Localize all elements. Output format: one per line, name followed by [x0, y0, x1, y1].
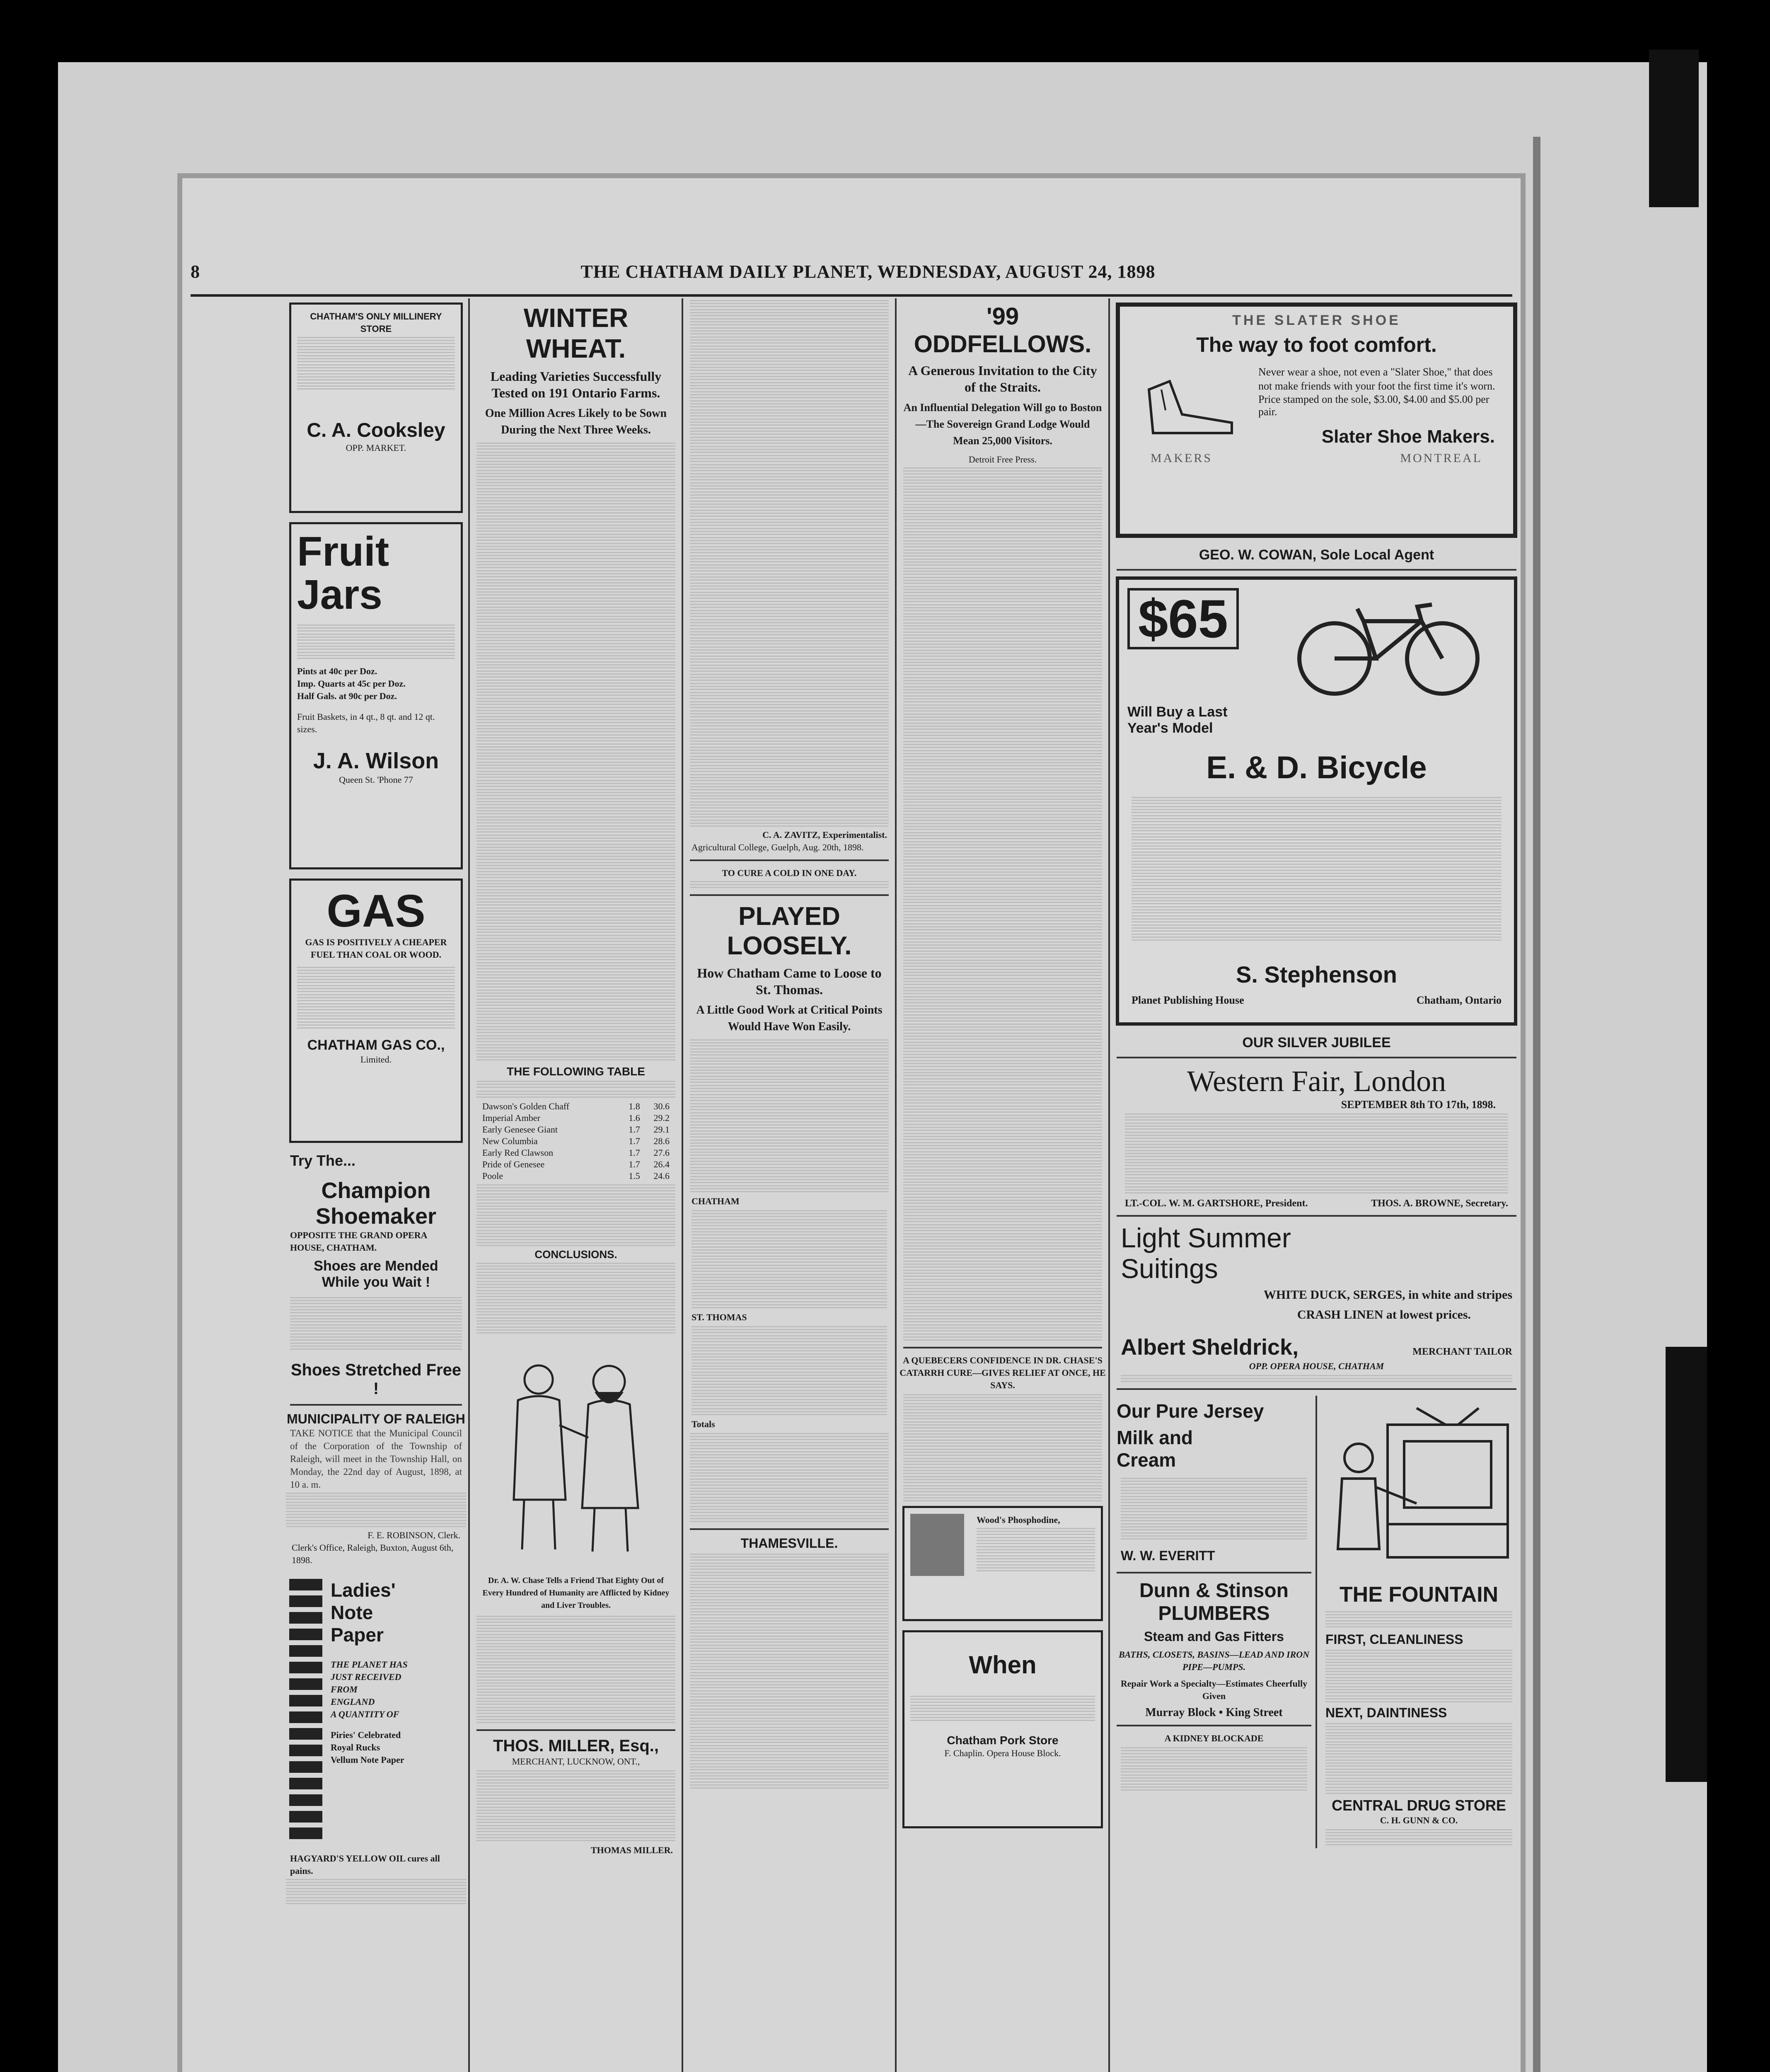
scan-edge-top-right [1649, 50, 1699, 207]
masthead-title: THE CHATHAM DAILY PLANET, WEDNESDAY, AUGUST 24, 1898 [580, 261, 1156, 282]
fruit-half-gal: Half Gals. at 90c per Doz. [297, 691, 397, 701]
column-3 [686, 298, 893, 2072]
dr-chase-caption: Dr. A. W. Chase Tells a Friend That Eighty Out of Every Hundred of Humanity are Afflicted by Kidney and Liver Troubles. [482, 1576, 670, 1610]
played-loosely-deck-2: A Little Good Work at Critical Points Would Have Won Easily. [696, 1004, 883, 1033]
milk-ad [1112, 1396, 1315, 1848]
cowan-agent: GEO. W. COWAN, Sole Local Agent [1199, 547, 1434, 563]
gas-ad [289, 879, 463, 1143]
gas-title: GAS [326, 886, 426, 937]
wheat-table-row [481, 1159, 671, 1170]
when-title: When [969, 1651, 1037, 1679]
shoes-stretched: Shoes Stretched Free ! [290, 1361, 462, 1398]
dunn-address: Murray Block • King Street [1145, 1706, 1283, 1719]
bike-will-buy: Will Buy a Last Year's Model [1127, 704, 1228, 736]
fruit-title: Fruit [297, 528, 389, 575]
winter-wheat-headline: WINTER WHEAT. [523, 303, 629, 363]
milk-title-1: Our Pure Jersey [1117, 1400, 1264, 1422]
slater-head: The way to foot comfort. [1196, 333, 1437, 356]
cure-cold-ad: TO CURE A COLD IN ONE DAY. [722, 868, 857, 878]
wheat-yield-table [481, 1101, 671, 1182]
shoe-icon [1136, 365, 1244, 448]
column-rule [468, 298, 470, 2072]
sheldrick-opp: OPP. OPERA HOUSE, CHATHAM [1249, 1361, 1384, 1371]
ladies-product: Royal Rucks [331, 1742, 380, 1752]
slater-shoe-ad [1116, 303, 1517, 538]
shoemaker-ad [290, 1152, 462, 1398]
jars-title: Jars [297, 571, 382, 618]
dunn-baths: BATHS, CLOSETS, BASINS—LEAD AND IRON PIPE—PUMPS. [1118, 1649, 1310, 1672]
totals-label: Totals [692, 1419, 715, 1429]
while-you-wait: While you Wait ! [322, 1274, 430, 1290]
fountain-first: FIRST, CLEANLINESS [1325, 1632, 1463, 1647]
oddfellows-headline: '99 ODDFELLOWS. [914, 303, 1092, 358]
bike-price: $65 [1127, 588, 1239, 649]
oddfellows-source: Detroit Free Press. [968, 454, 1037, 465]
played-loosely-deck-1: How Chatham Came to Loose to St. Thomas. [697, 966, 882, 997]
suitings-line-2: CRASH LINEN at lowest prices. [1297, 1308, 1471, 1322]
conclusions-head: CONCLUSIONS. [534, 1248, 617, 1261]
millinery-ad [289, 303, 463, 513]
dunn-title: Dunn & Stinson [1139, 1580, 1289, 1602]
wheat-value: 1.7 [629, 1159, 640, 1169]
page-stack-edge [1533, 137, 1540, 2072]
western-fair-dates: SEPTEMBER 8th TO 17th, 1898. [1341, 1099, 1496, 1111]
st-thomas-box-head: ST. THOMAS [692, 1312, 747, 1322]
wheat-variety: Early Red Clawson [482, 1147, 554, 1158]
column-1 [286, 298, 466, 2072]
wheat-value: 1.7 [629, 1147, 640, 1158]
yellow-oil-ad: HAGYARD'S YELLOW OIL cures all pains. [290, 1853, 440, 1876]
ladies-title-3: Paper [331, 1624, 384, 1646]
wheat-value: 29.2 [653, 1113, 670, 1123]
masthead [191, 249, 1512, 297]
shoemaker-title-1: Champion [321, 1178, 431, 1203]
suitings-title-1: Light Summer [1121, 1222, 1291, 1253]
wheat-table-row [481, 1147, 671, 1159]
sheldrick-name: Albert Sheldrick, [1121, 1335, 1299, 1360]
wheat-variety: Poole [482, 1171, 503, 1181]
dr-chase-illustration [489, 1342, 663, 1566]
slater-makers-word: MAKERS [1151, 451, 1213, 465]
milk-title-3: Cream [1117, 1449, 1176, 1471]
bicycle-icon [1293, 592, 1484, 700]
suitings-line-1: WHITE DUCK, SERGES, in white and stripes [1263, 1288, 1512, 1302]
quebecer-head: A QUEBECERS CONFIDENCE IN DR. CHASE'S CATARRH CURE—GIVES RELIEF AT ONCE, HE SAYS. [900, 1355, 1106, 1390]
wilson-address: Queen St. 'Phone 77 [339, 775, 413, 785]
wheat-value: 1.7 [629, 1136, 640, 1146]
winter-wheat-deck-1: Leading Varieties Successfully Tested on 191 Ontario Farms. [490, 369, 662, 400]
wheat-value: 1.7 [629, 1124, 640, 1135]
soda-fountain-illustration [1321, 1400, 1516, 1578]
phosphodine-portrait [910, 1514, 964, 1576]
wheat-value: 1.5 [629, 1171, 640, 1181]
ladies-line: THE PLANET HAS [331, 1659, 408, 1670]
pork-store-name: Chatham Pork Store [947, 1734, 1059, 1747]
everitt-name: W. W. EVERITT [1121, 1548, 1215, 1563]
wheat-value: 1.8 [629, 1101, 640, 1111]
wheat-table-row [481, 1101, 671, 1112]
raleigh-notice: TAKE NOTICE that the Municipal Council of the Corporation of the Township of Raleigh, will meet in the Township Hall, on Monday, the 22nd day of August, 1898, at 10 a. m. [290, 1428, 462, 1490]
column-rule [682, 298, 683, 2072]
pork-store-ad [902, 1630, 1103, 1828]
wheat-variety: Pride of Genesee [482, 1159, 545, 1169]
wheat-variety: New Columbia [482, 1136, 538, 1146]
shoemaker-title-2: Shoemaker [315, 1204, 437, 1229]
column-rule [895, 298, 897, 2072]
ladies-line: JUST RECEIVED [331, 1672, 401, 1682]
raleigh-date: Clerk's Office, Raleigh, Buxton, August 6th, 1898. [292, 1542, 454, 1565]
fair-secretary: THOS. A. BROWNE, Secretary. [1371, 1198, 1508, 1209]
miller-sign: THOMAS MILLER. [590, 1845, 673, 1855]
central-drug-store: CENTRAL DRUG STORE [1332, 1797, 1506, 1814]
wheat-table-head: THE FOLLOWING TABLE [507, 1065, 645, 1078]
winter-wheat-deck-2: One Million Acres Likely to be Sown During the Next Three Weeks. [485, 407, 667, 436]
wheat-table-row [481, 1124, 671, 1135]
miller-head: THOS. MILLER, Esq., [493, 1737, 659, 1755]
bike-city: Chatham, Ontario [1416, 994, 1502, 1006]
slater-text: Never wear a shoe, not even a "Slater Shoe," that does not make friends with your foot the first time it's worn. [1258, 366, 1495, 392]
column-4 [899, 298, 1106, 2072]
wheat-value: 26.4 [653, 1159, 670, 1169]
ladies-title-2: Note [331, 1602, 373, 1623]
oddfellows-deck-2: An Influential Delegation Will go to Boston—The Sovereign Grand Lodge Would Mean 25,000 Visitors. [903, 402, 1102, 447]
winter-wheat-text [476, 443, 675, 1061]
wheat-value: 27.6 [653, 1147, 670, 1158]
slater-banner: THE SLATER SHOE [1232, 312, 1401, 328]
wheat-value: 1.6 [629, 1113, 640, 1123]
western-fair-title: Western Fair, London [1187, 1065, 1446, 1098]
gas-limited: Limited. [360, 1054, 392, 1065]
scan-edge-right [1666, 1347, 1707, 1782]
sheldrick-trade: MERCHANT TAILOR [1412, 1346, 1512, 1357]
zavitz-sign: C. A. ZAVITZ, Experimentalist. [762, 830, 887, 840]
wheat-variety: Imperial Amber [482, 1113, 540, 1123]
raleigh-sign: F. E. ROBINSON, Clerk. [368, 1530, 460, 1540]
silver-jubilee: OUR SILVER JUBILEE [1242, 1035, 1391, 1051]
column-rule [1108, 298, 1110, 2072]
shoemaker-opp: OPPOSITE THE GRAND OPERA HOUSE, CHATHAM. [290, 1230, 427, 1253]
column-5 [1112, 298, 1521, 2072]
ladies-line: ENGLAND [331, 1697, 375, 1707]
ladies-product: Piries' Celebrated [331, 1730, 401, 1740]
gunn-and-co: C. H. GUNN & CO. [1380, 1815, 1458, 1825]
wheat-table-row [481, 1112, 671, 1124]
fruit-baskets: Fruit Baskets, in 4 qt., 8 qt. and 12 qt. sizes. [297, 712, 435, 734]
oddfellows-deck-1: A Generous Invitation to the City of the Straits. [908, 363, 1097, 395]
ladies-line: A QUANTITY OF [331, 1709, 399, 1719]
page-number: 8 [191, 261, 200, 282]
kidney-blockade: A KIDNEY BLOCKADE [1164, 1733, 1264, 1743]
wheat-variety: Early Genesee Giant [482, 1124, 558, 1135]
fair-president: LT.-COL. W. M. GARTSHORE, President. [1125, 1198, 1308, 1209]
dunn-plumbers: PLUMBERS [1158, 1602, 1270, 1624]
chatham-box-head: CHATHAM [692, 1196, 740, 1206]
phosphodine-title: Wood's Phosphodine, [977, 1515, 1060, 1525]
millinery-head: CHATHAM'S ONLY MILLINERY STORE [310, 311, 442, 334]
fruit-quarts: Imp. Quarts at 45c per Doz. [297, 678, 406, 689]
fountain-ad [1317, 1396, 1521, 1848]
miller-sub: MERCHANT, LUCKNOW, ONT., [512, 1756, 640, 1767]
gas-line: GAS IS POSITIVELY A CHEAPER FUEL THAN COAL OR WOOD. [305, 937, 447, 960]
fruit-jars-ad [289, 522, 463, 869]
wheat-value: 29.1 [653, 1124, 670, 1135]
slater-prices: Price stamped on the sole, $3.00, $4.00 and $5.00 per pair. [1258, 393, 1490, 418]
thamesville-head: THAMESVILLE. [740, 1536, 838, 1551]
wheat-table-row [481, 1135, 671, 1147]
bicycle-ad [1116, 576, 1517, 1026]
wheat-value: 30.6 [653, 1101, 670, 1111]
dunn-steam: Steam and Gas Fitters [1144, 1629, 1284, 1644]
wheat-variety: Dawson's Golden Chaff [482, 1101, 570, 1111]
ladies-line: FROM [331, 1684, 358, 1694]
newspaper-page [182, 178, 1521, 2072]
gas-company: CHATHAM GAS CO., [307, 1037, 445, 1053]
millinery-address: OPP. MARKET. [346, 443, 406, 453]
bike-seller: S. Stephenson [1236, 961, 1397, 988]
wheat-table-row [481, 1170, 671, 1182]
millinery-name: C. A. Cooksley [307, 419, 445, 441]
wheat-value: 24.6 [653, 1171, 670, 1181]
fountain-next: NEXT, DAINTINESS [1325, 1705, 1447, 1720]
ladies-product: Vellum Note Paper [331, 1755, 404, 1765]
suitings-title-2: Suitings [1121, 1253, 1218, 1284]
played-loosely-headline: PLAYED LOOSELY. [727, 902, 852, 960]
woods-phosphodine-ad [902, 1506, 1103, 1621]
fountain-title: THE FOUNTAIN [1339, 1583, 1499, 1607]
ladies-title-1: Ladies' [331, 1579, 396, 1601]
bike-house: Planet Publishing House [1132, 994, 1244, 1006]
bike-name: E. & D. Bicycle [1206, 750, 1427, 785]
wheat-value: 28.6 [653, 1136, 670, 1146]
slater-makers: Slater Shoe Makers. [1321, 426, 1495, 447]
column-2 [472, 298, 679, 2072]
paper-border-pattern [289, 1579, 322, 1844]
wilson-name: J. A. Wilson [313, 748, 439, 773]
milk-title-2: Milk and [1117, 1427, 1193, 1448]
slater-montreal: MONTREAL [1400, 451, 1482, 465]
raleigh-head: MUNICIPALITY OF RALEIGH [287, 1411, 465, 1426]
zavitz-college: Agricultural College, Guelph, Aug. 20th, 1898. [692, 842, 864, 852]
shoes-mended: Shoes are Mended [314, 1258, 438, 1274]
pork-store-by: F. Chaplin. Opera House Block. [944, 1748, 1061, 1758]
fruit-pints: Pints at 40c per Doz. [297, 666, 377, 676]
shoemaker-try: Try The... [290, 1152, 356, 1169]
ladies-note-paper-ad [289, 1579, 463, 1844]
dunn-repair: Repair Work a Specialty—Estimates Cheerfully Given [1120, 1678, 1308, 1701]
